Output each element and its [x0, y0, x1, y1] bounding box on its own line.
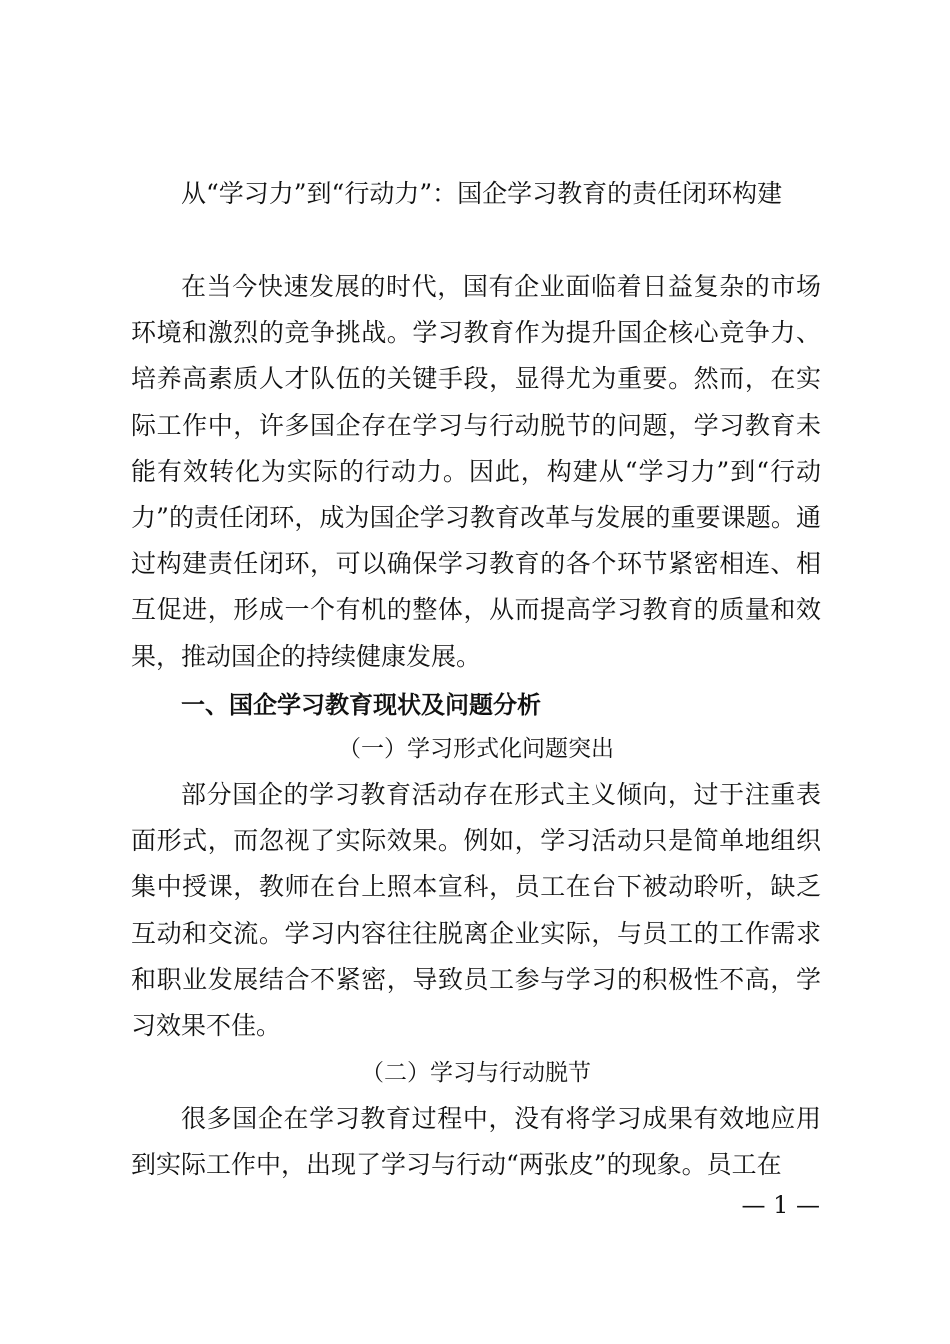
intro-paragraph: 在当今快速发展的时代，国有企业面临着日益复杂的市场环境和激烈的竞争挑战。学习教育作为提升国企核心竞争力、培养高素质人才队伍的关键手段，显得尤为重要。然而，在实际工作中，许多国企存在学习与行动脱节的问题，学习教育未能有效转化为实际的行动力。因此，构建从“学习力”到“行动力”的责任闭环，成为国企学习教育改革与发展的重要课题。通过构建责任闭环，可以确保学习教育的各个环节紧密相连、相互促进，形成一个有机的整体，从而提高学习教育的质量和效果，推动国企的持续健康发展。 — [131, 272, 821, 671]
section-heading-1: 一、国企学习教育现状及问题分析 — [181, 691, 541, 719]
page-number: — 1 — — [741, 1191, 820, 1219]
subsection-paragraph-2: 很多国企在学习教育过程中，没有将学习成果有效地应用到实际工作中，出现了学习与行动“两张皮”的现象。员工在 — [131, 1104, 821, 1180]
document-title: 从“学习力”到“行动力”：国企学习教育的责任闭环构建 — [181, 179, 783, 208]
subsection-paragraph-1: 部分国企的学习教育活动存在形式主义倾向，过于注重表面形式，而忽视了实际效果。例如，学习活动只是简单地组织集中授课，教师在台上照本宣科，员工在台下被动聆听，缺乏互动和交流。学习内容往往脱离企业实际，与员工的工作需求和职业发展结合不紧密，导致员工参与学习的积极性不高，学习效果不佳。 — [131, 780, 821, 1041]
subsection-heading-1: （一）学习形式化问题突出 — [338, 736, 614, 762]
subsection-heading-2: （二）学习与行动脱节 — [361, 1060, 591, 1086]
